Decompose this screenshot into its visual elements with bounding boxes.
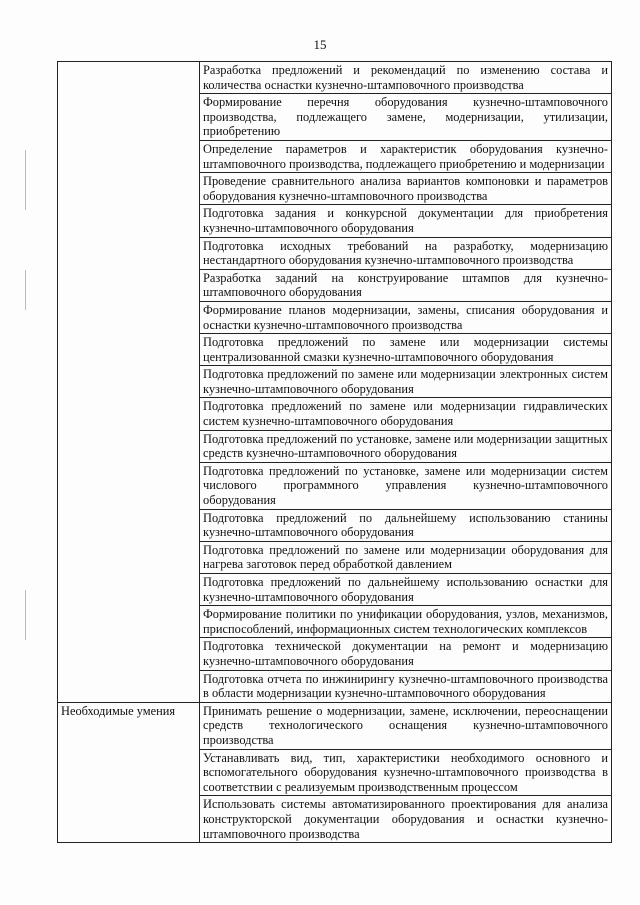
section-label: Необходимые умения	[58, 702, 200, 842]
table-cell-item: Формирование политики по унификации оборудования, узлов, механизмов, приспособлений, информационных систем технологических комплексов	[200, 606, 612, 638]
table-cell-item: Подготовка предложений по дальнейшему использованию станины кузнечно-штамповочного оборудования	[200, 509, 612, 541]
table-cell-item: Принимать решение о модернизации, замене, исключении, переоснащении средств технологического оснащения кузнечно-штамповочного производства	[200, 702, 612, 749]
table-cell-item: Подготовка отчета по инжинирингу кузнечно-штамповочного производства в области модернизации кузнечно-штамповочного оборудования	[200, 670, 612, 702]
scan-margin-line	[25, 590, 26, 640]
table-cell-item: Подготовка предложений по замене или модернизации электронных систем кузнечно-штамповочного оборудования	[200, 366, 612, 398]
table-cell-item: Подготовка предложений по замене или модернизации системы централизованной смазки кузнечно-штамповочного оборудования	[200, 334, 612, 366]
table-cell-item: Разработка заданий на конструирование штампов для кузнечно-штамповочного оборудования	[200, 269, 612, 301]
functions-table	[57, 61, 612, 843]
table-cell-item: Подготовка задания и конкурсной документации для приобретения кузнечно-штамповочного оборудования	[200, 205, 612, 237]
table-cell-item: Подготовка исходных требований на разработку, модернизацию нестандартного оборудования кузнечно-штамповочного производства	[200, 237, 612, 269]
scan-margin-line	[25, 150, 26, 210]
table-row	[58, 62, 612, 94]
table-cell-item: Подготовка предложений по дальнейшему использованию оснастки для кузнечно-штамповочного оборудования	[200, 574, 612, 606]
table-cell-item: Разработка предложений и рекомендаций по изменению состава и количества оснастки кузнечно-штамповочного производства	[200, 62, 612, 94]
page-number: 15	[313, 37, 327, 52]
table-cell-item: Проведение сравнительного анализа вариантов компоновки и параметров оборудования кузнечно-штамповочного производства	[200, 173, 612, 205]
table-cell-item: Подготовка предложений по установке, замене или модернизации систем числового программного управления кузнечно-штамповочного оборудования	[200, 462, 612, 509]
table-cell-item: Определение параметров и характеристик оборудования кузнечно-штамповочного производства, подлежащего приобретению и модернизации	[200, 140, 612, 172]
table-row	[58, 702, 612, 749]
table-cell-item: Подготовка предложений по замене или модернизации оборудования для нагрева заготовок перед обработкой давлением	[200, 541, 612, 573]
table-cell-item: Использовать системы автоматизированного проектирования для анализа конструкторской документации оборудования и оснастки кузнечно-штамповочного производства	[200, 796, 612, 843]
table-cell-item: Формирование планов модернизации, замены, списания оборудования и оснастки кузнечно-штамповочного производства	[200, 301, 612, 333]
table-cell-item: Подготовка предложений по замене или модернизации гидравлических систем кузнечно-штамповочного оборудования	[200, 398, 612, 430]
scan-margin-line	[25, 270, 26, 310]
table-cell-item: Устанавливать вид, тип, характеристики необходимого основного и вспомогательного оборудования кузнечно-штамповочного производства в соответствии с реализуемым производственным процессом	[200, 749, 612, 796]
table-cell-item: Формирование перечня оборудования кузнечно-штамповочного производства, подлежащего замене, модернизации, утилизации, приобретению	[200, 94, 612, 141]
table-cell-item: Подготовка технической документации на ремонт и модернизацию кузнечно-штамповочного оборудования	[200, 638, 612, 670]
table-cell-item: Подготовка предложений по установке, замене или модернизации защитных средств кузнечно-штамповочного оборудования	[200, 430, 612, 462]
section-label	[58, 62, 200, 703]
